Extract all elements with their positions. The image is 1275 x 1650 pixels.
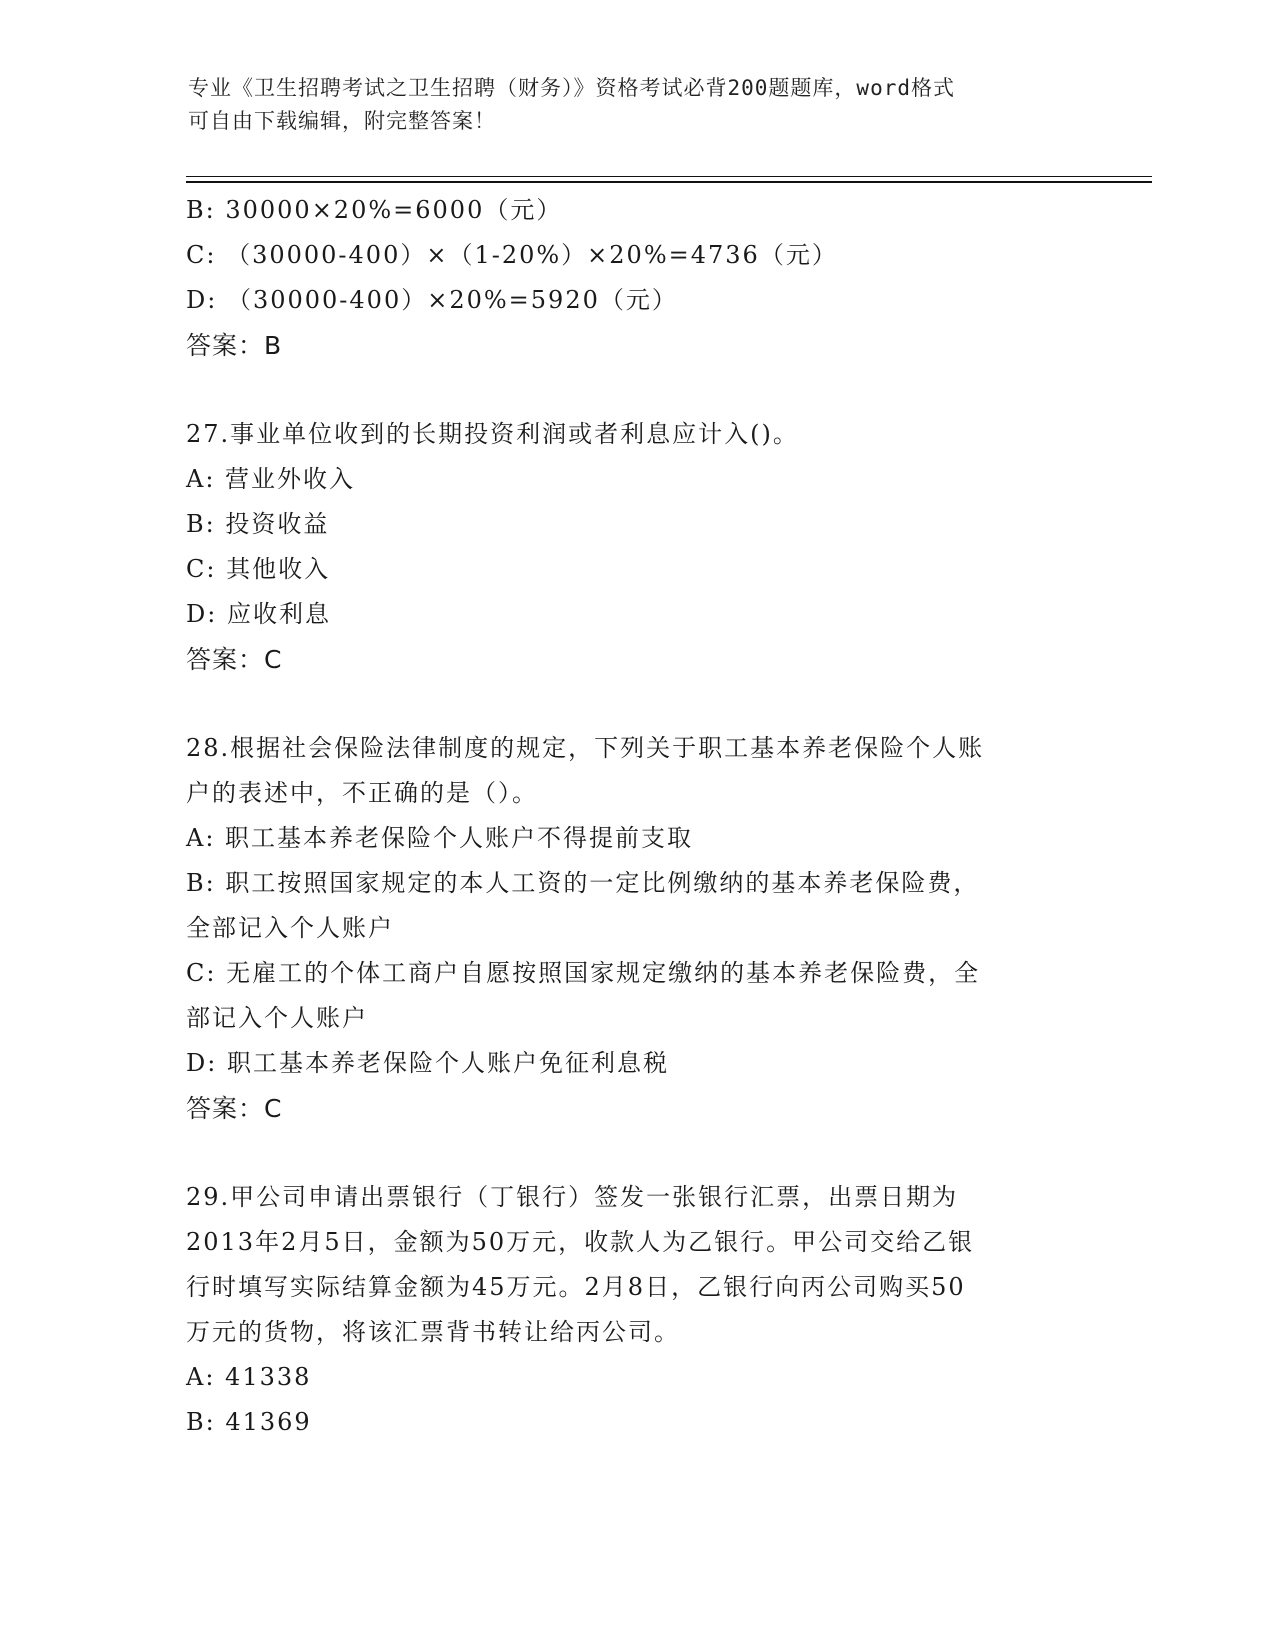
answer: 答案：C — [186, 645, 283, 674]
option-a: A: 职工基本养老保险个人账户不得提前支取 — [186, 824, 694, 852]
option-c: C: （30000-400）×（1-20%）×20%=4736（元） — [186, 241, 838, 269]
option-b: B: 投资收益 — [186, 510, 330, 538]
question-text: 27.事业单位收到的长期投资利润或者利息应计入()。 — [186, 420, 799, 448]
question-text: 户的表述中，不正确的是（）。 — [186, 779, 538, 807]
question-29 — [186, 1175, 1086, 1445]
document-body — [186, 188, 1086, 1445]
option-d: D: （30000-400）×20%=5920（元） — [186, 286, 678, 314]
option-a: A: 营业外收入 — [186, 465, 356, 493]
question-26-tail — [186, 188, 1086, 368]
option-b: 全部记入个人账户 — [186, 914, 394, 942]
option-c: C: 无雇工的个体工商户自愿按照国家规定缴纳的基本养老保险费，全 — [186, 959, 981, 987]
header-divider-thick — [186, 181, 1152, 183]
spacer — [186, 682, 1086, 726]
header-line-2: 可自由下载编辑，附完整答案！ — [188, 109, 496, 133]
document-header — [188, 72, 1088, 138]
answer: 答案：B — [186, 331, 283, 360]
option-b: B: 职工按照国家规定的本人工资的一定比例缴纳的基本养老保险费， — [186, 869, 980, 897]
header-divider-thin — [186, 176, 1152, 177]
question-text: 28.根据社会保险法律制度的规定，下列关于职工基本养老保险个人账 — [186, 734, 985, 762]
option-b: B: 41369 — [186, 1408, 312, 1436]
answer: 答案：C — [186, 1094, 283, 1123]
option-b: B: 30000×20%=6000（元） — [186, 196, 563, 224]
option-c: C: 其他收入 — [186, 555, 331, 583]
option-d: D: 职工基本养老保险个人账户免征利息税 — [186, 1049, 669, 1077]
question-text: 2013年2月5日，金额为50万元，收款人为乙银行。甲公司交给乙银 — [186, 1228, 975, 1256]
question-text: 29.甲公司申请出票银行（丁银行）签发一张银行汇票，出票日期为 — [186, 1183, 959, 1211]
option-c: 部记入个人账户 — [186, 1004, 368, 1032]
option-d: D: 应收利息 — [186, 600, 331, 628]
spacer — [186, 368, 1086, 412]
spacer — [186, 1131, 1086, 1175]
header-line-1: 专业《卫生招聘考试之卫生招聘（财务）》资格考试必背200题题库，word格式 — [188, 76, 955, 100]
option-a: A: 41338 — [186, 1363, 312, 1391]
question-27 — [186, 412, 1086, 682]
question-text: 行时填写实际结算金额为45万元。2月8日，乙银行向丙公司购买50 — [186, 1273, 966, 1301]
question-text: 万元的货物，将该汇票背书转让给丙公司。 — [186, 1318, 680, 1346]
question-28 — [186, 726, 1086, 1131]
